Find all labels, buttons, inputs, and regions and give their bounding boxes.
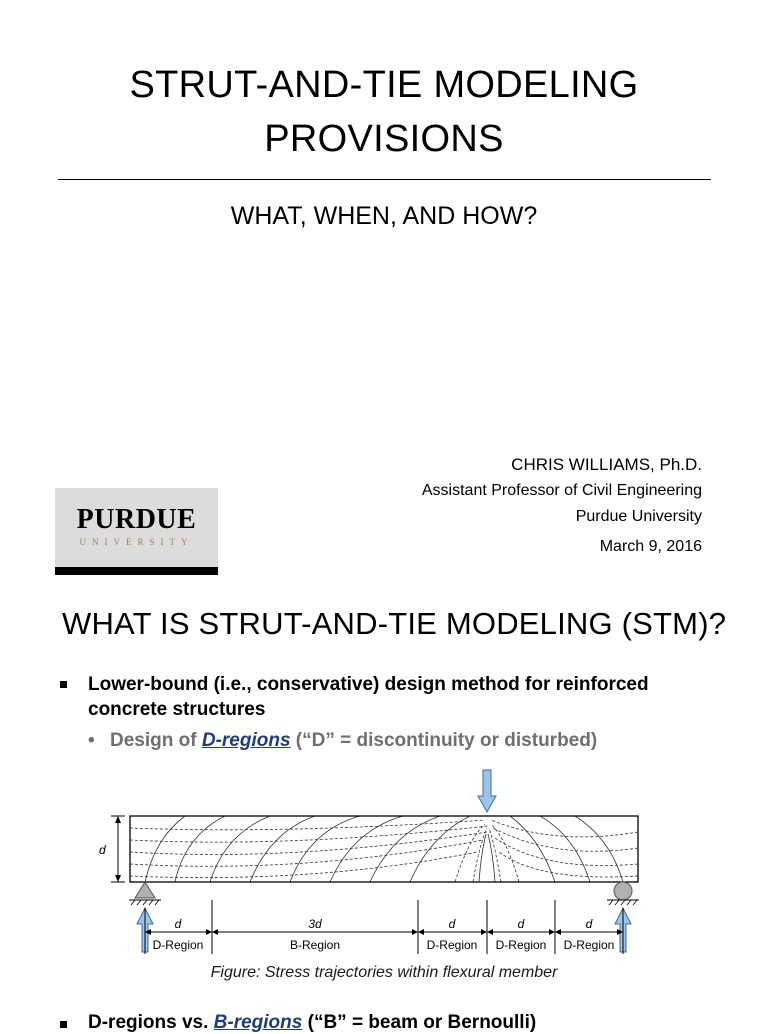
dim-label-3: d	[448, 917, 456, 931]
bullet-2-prefix: D-regions vs.	[88, 1012, 214, 1033]
region-label-3: D-Region	[426, 938, 478, 952]
beam-diagram	[85, 768, 675, 968]
roller-support-hatch	[609, 900, 637, 905]
stress-trajectory-figure	[85, 768, 675, 968]
region-label-1: D-Region	[152, 938, 204, 952]
dim-label-1: d	[174, 917, 182, 931]
slide-heading: WHAT IS STRUT-AND-TIE MODELING (STM)?	[62, 606, 727, 641]
bullet-line-1: Lower-bound (i.e., conservative) design method for reinforced	[88, 674, 649, 695]
title-line-2: PROVISIONS	[264, 118, 504, 160]
sub-bullet-item	[88, 730, 597, 752]
stress-trajectory-lines	[130, 816, 638, 882]
bullet-line-2: concrete structures	[88, 699, 266, 720]
region-label-2: B-Region	[289, 938, 341, 952]
dim-label-2: 3d	[308, 917, 322, 931]
sub-bullet-suffix: (“D” = discontinuity or disturbed)	[290, 730, 598, 751]
depth-arrowhead-down	[115, 875, 121, 882]
square-bullet-icon	[60, 1021, 67, 1028]
dot-bullet-icon: •	[88, 730, 95, 751]
dim-label-4: d	[517, 917, 525, 931]
b-regions-link[interactable]: B-regions	[213, 1012, 303, 1033]
roller-support-icon	[614, 882, 632, 900]
content-slide	[0, 590, 768, 1033]
logo-wordmark: PURDUE	[76, 504, 197, 535]
square-bullet-icon	[60, 681, 67, 688]
bullet-2-suffix: (“B” = beam or Bernoulli)	[302, 1012, 537, 1033]
bullet-item-2	[58, 1012, 536, 1034]
pin-support-icon	[135, 882, 155, 898]
pin-support-hatch	[131, 900, 159, 905]
purdue-logo	[55, 488, 218, 575]
figure-caption: Figure: Stress trajectories within flexural member	[210, 964, 558, 981]
presentation-date: March 9, 2016	[599, 538, 702, 555]
d-regions-link[interactable]: D-regions	[201, 730, 291, 751]
depth-arrowhead-up	[115, 816, 121, 823]
bullet-item	[58, 672, 718, 722]
depth-label: d	[99, 843, 106, 857]
region-boundaries	[145, 900, 623, 954]
region-label-5: D-Region	[563, 938, 615, 952]
title-divider	[58, 179, 711, 180]
presentation-subtitle: WHAT, WHEN, AND HOW?	[230, 202, 538, 230]
applied-load-arrow-icon	[478, 770, 496, 812]
author-org: Purdue University	[575, 508, 702, 525]
region-label-4: D-Region	[495, 938, 547, 952]
title-line-1: STRUT-AND-TIE MODELING	[129, 64, 639, 106]
logo-subtext: UNIVERSITY	[79, 537, 194, 547]
author-role: Assistant Professor of Civil Engineering	[421, 482, 702, 499]
presentation-title	[0, 58, 768, 166]
author-block	[422, 452, 702, 560]
author-name: CHRIS WILLIAMS, Ph.D.	[511, 455, 702, 474]
dim-label-5: d	[585, 917, 593, 931]
sub-bullet-prefix: Design of	[110, 730, 202, 751]
